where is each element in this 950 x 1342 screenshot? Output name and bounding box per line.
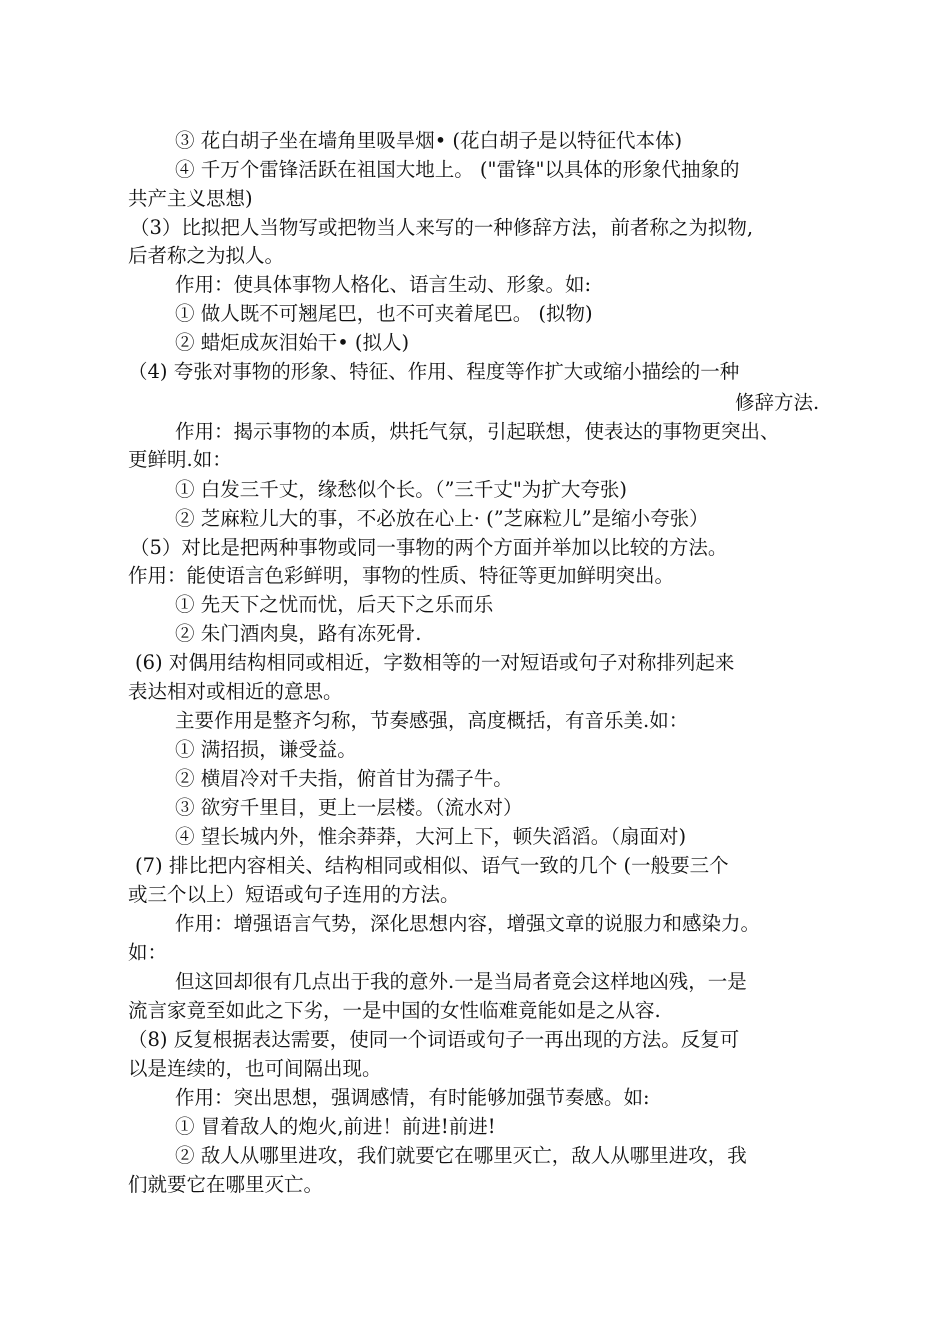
text-line: ① 冒着敌人的炮火,前进！前进!前进!	[175, 1115, 496, 1138]
section-heading-4: （4) 夸张对事物的形象、特征、作用、程度等作扩大或缩小描绘的一种	[128, 360, 740, 383]
text-line: ② 横眉冷对千夫指，俯首甘为孺子牛。	[175, 767, 513, 790]
text-line: 更鲜明.如：	[128, 448, 232, 471]
text-line: ③ 欲穷千里目，更上一层楼。（流水对）	[175, 796, 523, 819]
text-line: ① 白发三千丈，缘愁似个长。（”三千丈"为扩大夸张)	[175, 478, 627, 501]
text-line: 共产主义思想)	[128, 187, 253, 210]
text-line: ④ 望长城内外，惟余莽莽，大河上下，顿失滔滔。（扇面对)	[175, 825, 687, 848]
text-line: ④ 千万个雷锋活跃在祖国大地上。 ("雷锋"以具体的形象代抽象的	[175, 158, 740, 181]
text-line: 以是连续的，也可间隔出现。	[128, 1057, 382, 1080]
text-line: 表达相对或相近的意思。	[128, 680, 343, 703]
text-line: ② 敌人从哪里进攻，我们就要它在哪里灭亡，敌人从哪里进攻，我	[175, 1144, 747, 1167]
text-line: 作用：能使语言色彩鲜明，事物的性质、特征等更加鲜明突出。	[128, 564, 675, 587]
text-line: 如：	[128, 941, 168, 964]
text-line: 们就要它在哪里灭亡。	[128, 1173, 324, 1196]
text-line: ③ 花白胡子坐在墙角里吸旱烟• (花白胡子是以特征代本体)	[175, 129, 683, 152]
text-line: 作用：突出思想，强调感情，有时能够加强节奏感。如:	[175, 1086, 650, 1109]
text-line: ② 朱门酒肉臭，路有冻死骨.	[175, 622, 422, 645]
text-line: 流言家竟至如此之下劣，一是中国的女性临难竟能如是之从容.	[128, 999, 661, 1022]
text-line: 主要作用是整齐匀称，节奏感强，高度概括，有音乐美.如：	[175, 709, 689, 732]
text-line: ① 满招损，谦受益。	[175, 738, 357, 761]
text-line: 作用：增强语言气势，深化思想内容，增强文章的说服力和感染力。	[175, 912, 761, 935]
section-heading-5: （5）对比是把两种事物或同一事物的两个方面并举加以比较的方法。	[130, 536, 728, 559]
section-heading-3: （3）比拟把人当物写或把物当人来写的一种修辞方法，前者称之为拟物,	[130, 216, 754, 239]
text-line: 后者称之为拟人。	[128, 244, 285, 267]
section-heading-6: (6) 对偶用结构相同或相近，字数相等的一对短语或句子对称排列起来	[135, 651, 735, 674]
text-line: ② 芝麻粒儿大的事，不必放在心上· (”芝麻粒儿”是缩小夸张）	[175, 507, 709, 530]
section-heading-8: （8) 反复根据表达需要，使同一个词语或句子一再出现的方法。反复可	[128, 1028, 740, 1051]
text-line: 或三个以上）短语或句子连用的方法。	[128, 883, 460, 906]
text-line: 修辞方法.	[735, 391, 820, 414]
text-line: 但这回却很有几点出于我的意外.一是当局者竟会这样地凶残，一是	[175, 970, 747, 993]
text-line: ② 蜡炬成灰泪始干• (拟人)	[175, 331, 410, 354]
text-line: 作用：揭示事物的本质，烘托气氛，引起联想，使表达的事物更突出、	[175, 420, 780, 443]
text-line: 作用：使具体事物人格化、语言生动、形象。如:	[175, 273, 592, 296]
section-heading-7: (7) 排比把内容相关、结构相同或相似、语气一致的几个 (一般要三个	[135, 854, 729, 877]
text-line: ① 先天下之忧而忧，后天下之乐而乐	[175, 593, 494, 616]
text-line: ① 做人既不可翘尾巴，也不可夹着尾巴。 (拟物)	[175, 302, 593, 325]
